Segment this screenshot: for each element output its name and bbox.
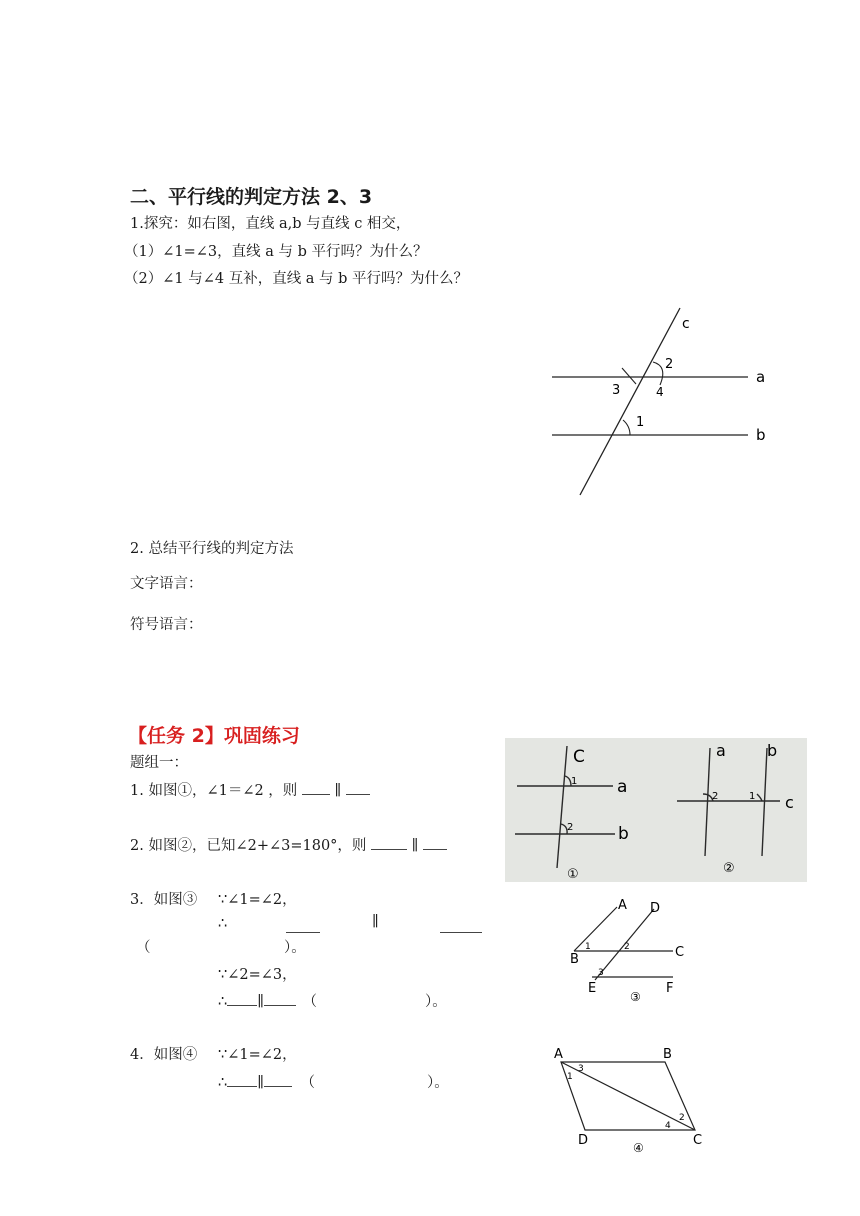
problem-2-text: 2. 如图②，已知∠2+∠3=180°，则 [130,838,367,854]
answer-blank[interactable] [371,849,407,850]
answer-blank[interactable] [440,932,482,933]
label-c-2: c [785,793,794,812]
handwritten-figure-photo [505,738,807,882]
answer-blank[interactable] [264,1086,292,1087]
parallel-symbol: ∥ [257,1075,264,1091]
problem-3-therefore-2 [218,990,447,1011]
handwritten-figures [505,738,807,882]
label-E: E [588,981,597,996]
question-1: 1.探究：如右图，直线 a,b 与直线 c 相交， [130,216,411,232]
label-1: 1 [585,942,591,952]
answer-blank[interactable] [286,932,320,933]
problem-1 [130,779,370,800]
figure-3-label: ③ [630,990,641,1004]
label-angle-1: 1 [636,415,645,430]
parallel-symbol: ∥ [334,783,342,799]
label-b: b [618,824,629,844]
reason-close: ）。 [427,1075,449,1091]
label-2: 2 [624,942,630,952]
figure-3 [560,895,700,1005]
label-a: a [617,777,628,797]
parallel-lines-figure [540,300,780,505]
answer-blank[interactable] [264,1005,296,1006]
label-b-2: b [767,741,778,760]
label-c: c [682,316,690,332]
label-4: 4 [665,1121,671,1131]
label-C: C [573,747,585,767]
answer-blank[interactable] [302,794,330,795]
label-2: 2 [679,1113,685,1123]
label-D: D [650,901,661,916]
symbol-language-label: 符号语言： [130,617,203,633]
reason-open: （ [300,1075,316,1091]
answer-blank[interactable] [227,1005,257,1006]
label-C: C [675,945,685,960]
therefore-symbol: ∴ [218,1075,228,1091]
reason-close: ）。 [425,994,447,1010]
label-3: 3 [598,968,604,978]
problem-3-given-2: ∵∠2=∠3， [218,967,297,983]
figure-2-label: ② [723,861,735,876]
figure-4 [545,1040,715,1160]
group-label: 题组一： [130,755,188,771]
task-2-title: 【任务 2】巩固练习 [128,725,300,747]
section-title: 二、平行线的判定方法 2、3 [130,186,373,208]
angle-1-arc [623,420,630,435]
label-angle-2: 2 [665,357,674,372]
question-1-part-2: （2）∠1 与∠4 互补，直线 a 与 b 平行吗？为什么？ [124,271,469,287]
label-a-2: a [716,741,726,760]
angle-2-arc [653,362,663,385]
label-1: 1 [571,776,578,787]
line-c [580,308,680,495]
parallel-symbol: ∥ [372,914,379,930]
problem-3-given-1: ∵∠1=∠2， [218,892,297,908]
question-2: 2. 总结平行线的判定方法 [130,541,294,557]
label-A: A [554,1047,563,1062]
therefore-symbol: ∴ [218,994,228,1010]
answer-blank[interactable] [346,794,370,795]
label-F: F [666,981,674,996]
text-language-label: 文字语言： [130,576,203,592]
parallel-symbol: ∥ [411,838,419,854]
label-A: A [618,898,627,913]
label-2: 2 [567,822,574,833]
problem-4-therefore [218,1071,449,1092]
parallel-symbol: ∥ [257,994,264,1010]
label-b: b [756,426,766,444]
label-B: B [570,952,579,967]
label-2-b: 2 [712,791,719,802]
label-1: 1 [567,1072,573,1082]
label-B: B [663,1047,672,1062]
label-3: 3 [578,1064,584,1074]
problem-4-head: 4．如图④ [130,1047,198,1063]
reason-open: （ [302,994,318,1010]
figure-4-label: ④ [633,1141,644,1155]
problem-1-text: 1. 如图①，∠1＝∠2 ，则 [130,783,298,799]
figure-1-label: ① [567,867,579,882]
answer-blank[interactable] [423,849,447,850]
problem-3-therefore-1: ∴ [218,916,228,932]
answer-blank[interactable] [227,1086,257,1087]
reason-close: ）。 [284,940,306,956]
reason-open: （ [136,940,151,956]
label-a: a [756,368,766,386]
angle-3-mark [622,368,636,384]
problem-2 [130,834,447,855]
problem-4-given: ∵∠1=∠2， [218,1047,297,1063]
label-D: D [578,1133,589,1148]
label-1-b: 1 [749,791,756,802]
question-1-part-1: （1）∠1=∠3，直线 a 与 b 平行吗？为什么？ [124,244,428,260]
label-angle-3: 3 [612,383,621,398]
problem-3-head: 3．如图③ [130,892,198,908]
label-C: C [693,1133,703,1148]
label-angle-4: 4 [656,385,664,399]
